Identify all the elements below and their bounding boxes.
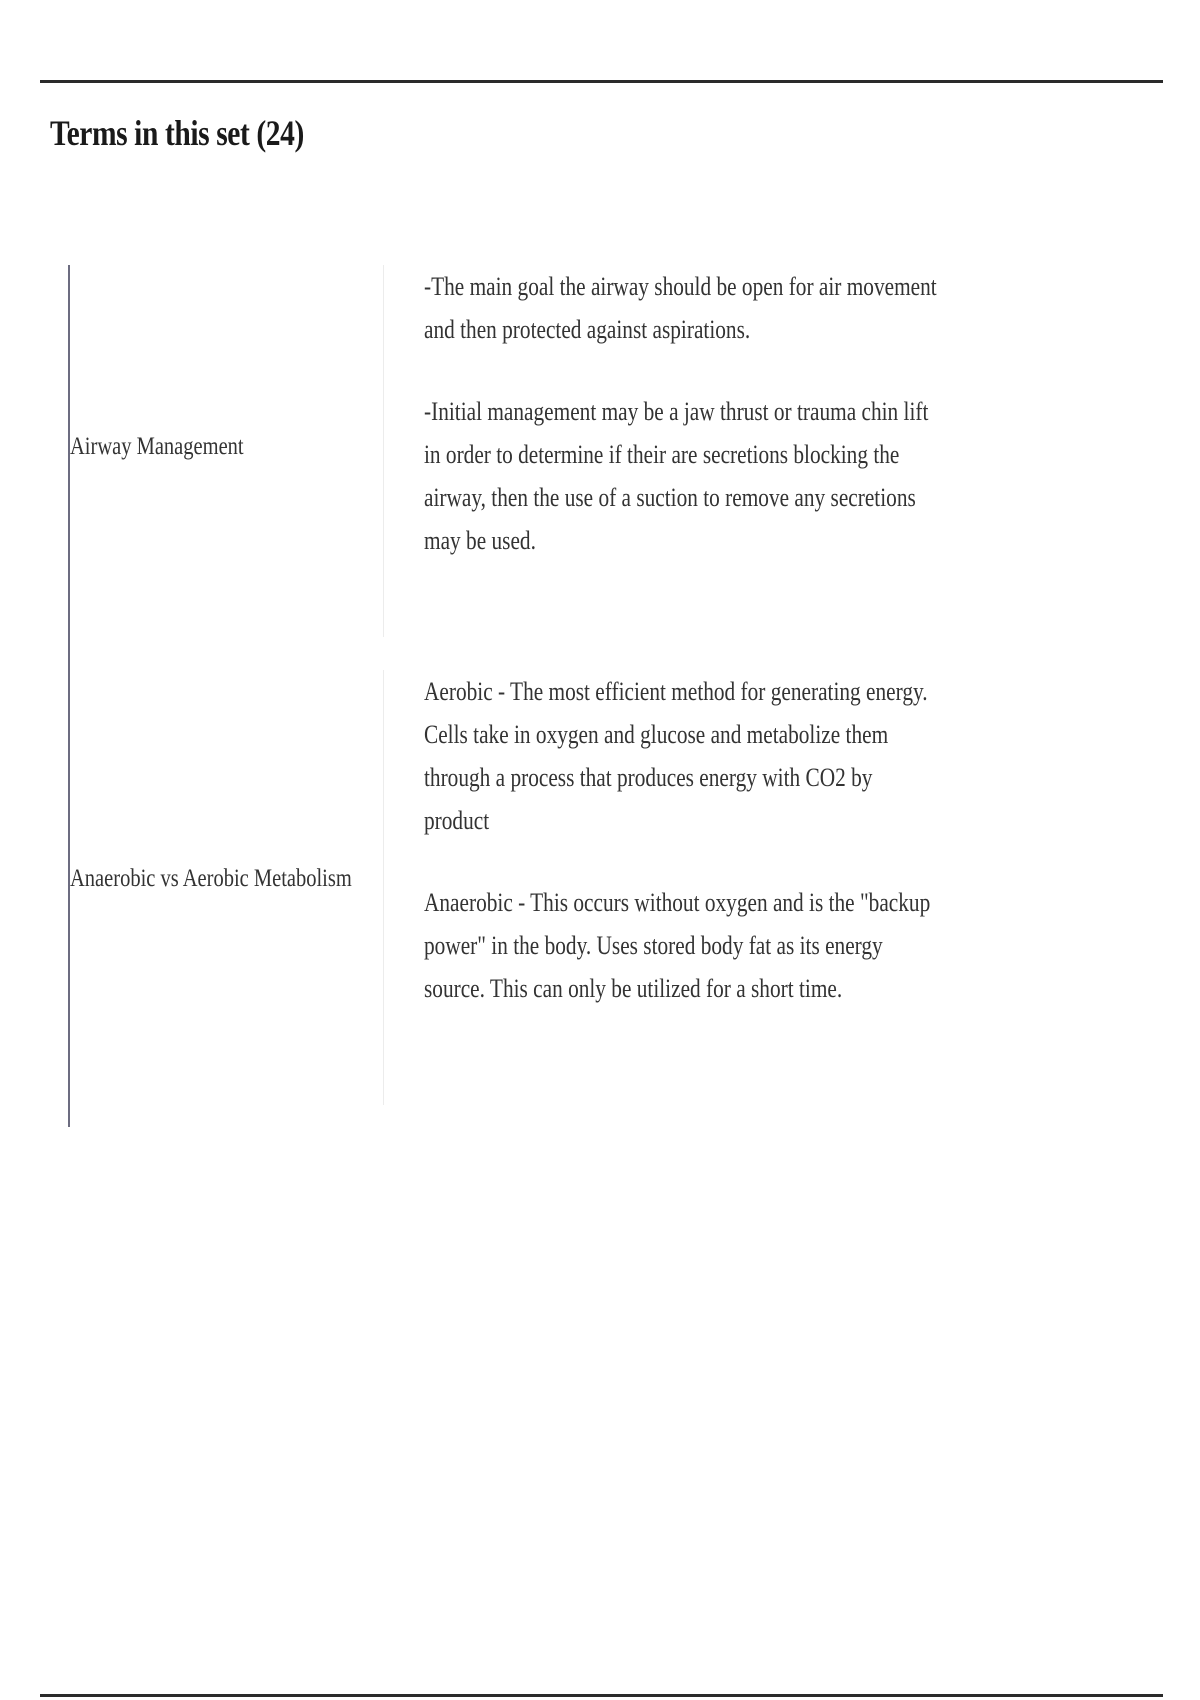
term-definition <box>424 265 941 601</box>
column-divider <box>383 670 384 1105</box>
terms-list <box>68 265 990 1127</box>
top-divider <box>40 80 1163 83</box>
definition-paragraph: -The main goal the airway should be open for air movement and then protected against aspirations. <box>424 272 937 344</box>
column-divider <box>383 265 384 637</box>
term-card <box>70 265 990 637</box>
definition-paragraph: Anaerobic - This occurs without oxygen and is the "backup power" in the body. Uses stored body fat as its energy source. This can only be utilized for a short time. <box>424 888 931 1003</box>
definition-paragraph: -Initial management may be a jaw thrust or trauma chin lift in order to determine if their are secretions blocking the airway, then the use of a suction to remove any secretions may be used. <box>424 397 929 555</box>
term-card <box>70 670 990 1105</box>
term-word: Airway Management <box>70 433 244 460</box>
terms-set-heading: Terms in this set (24) <box>50 113 304 153</box>
bottom-divider <box>40 1694 1163 1697</box>
definition-paragraph: Aerobic - The most efficient method for generating energy. Cells take in oxygen and glucose and metabolize them through a process that produces energy with CO2 by product <box>424 677 928 835</box>
term-definition <box>424 670 941 1049</box>
term-word: Anaerobic vs Aerobic Metabolism <box>70 865 352 892</box>
